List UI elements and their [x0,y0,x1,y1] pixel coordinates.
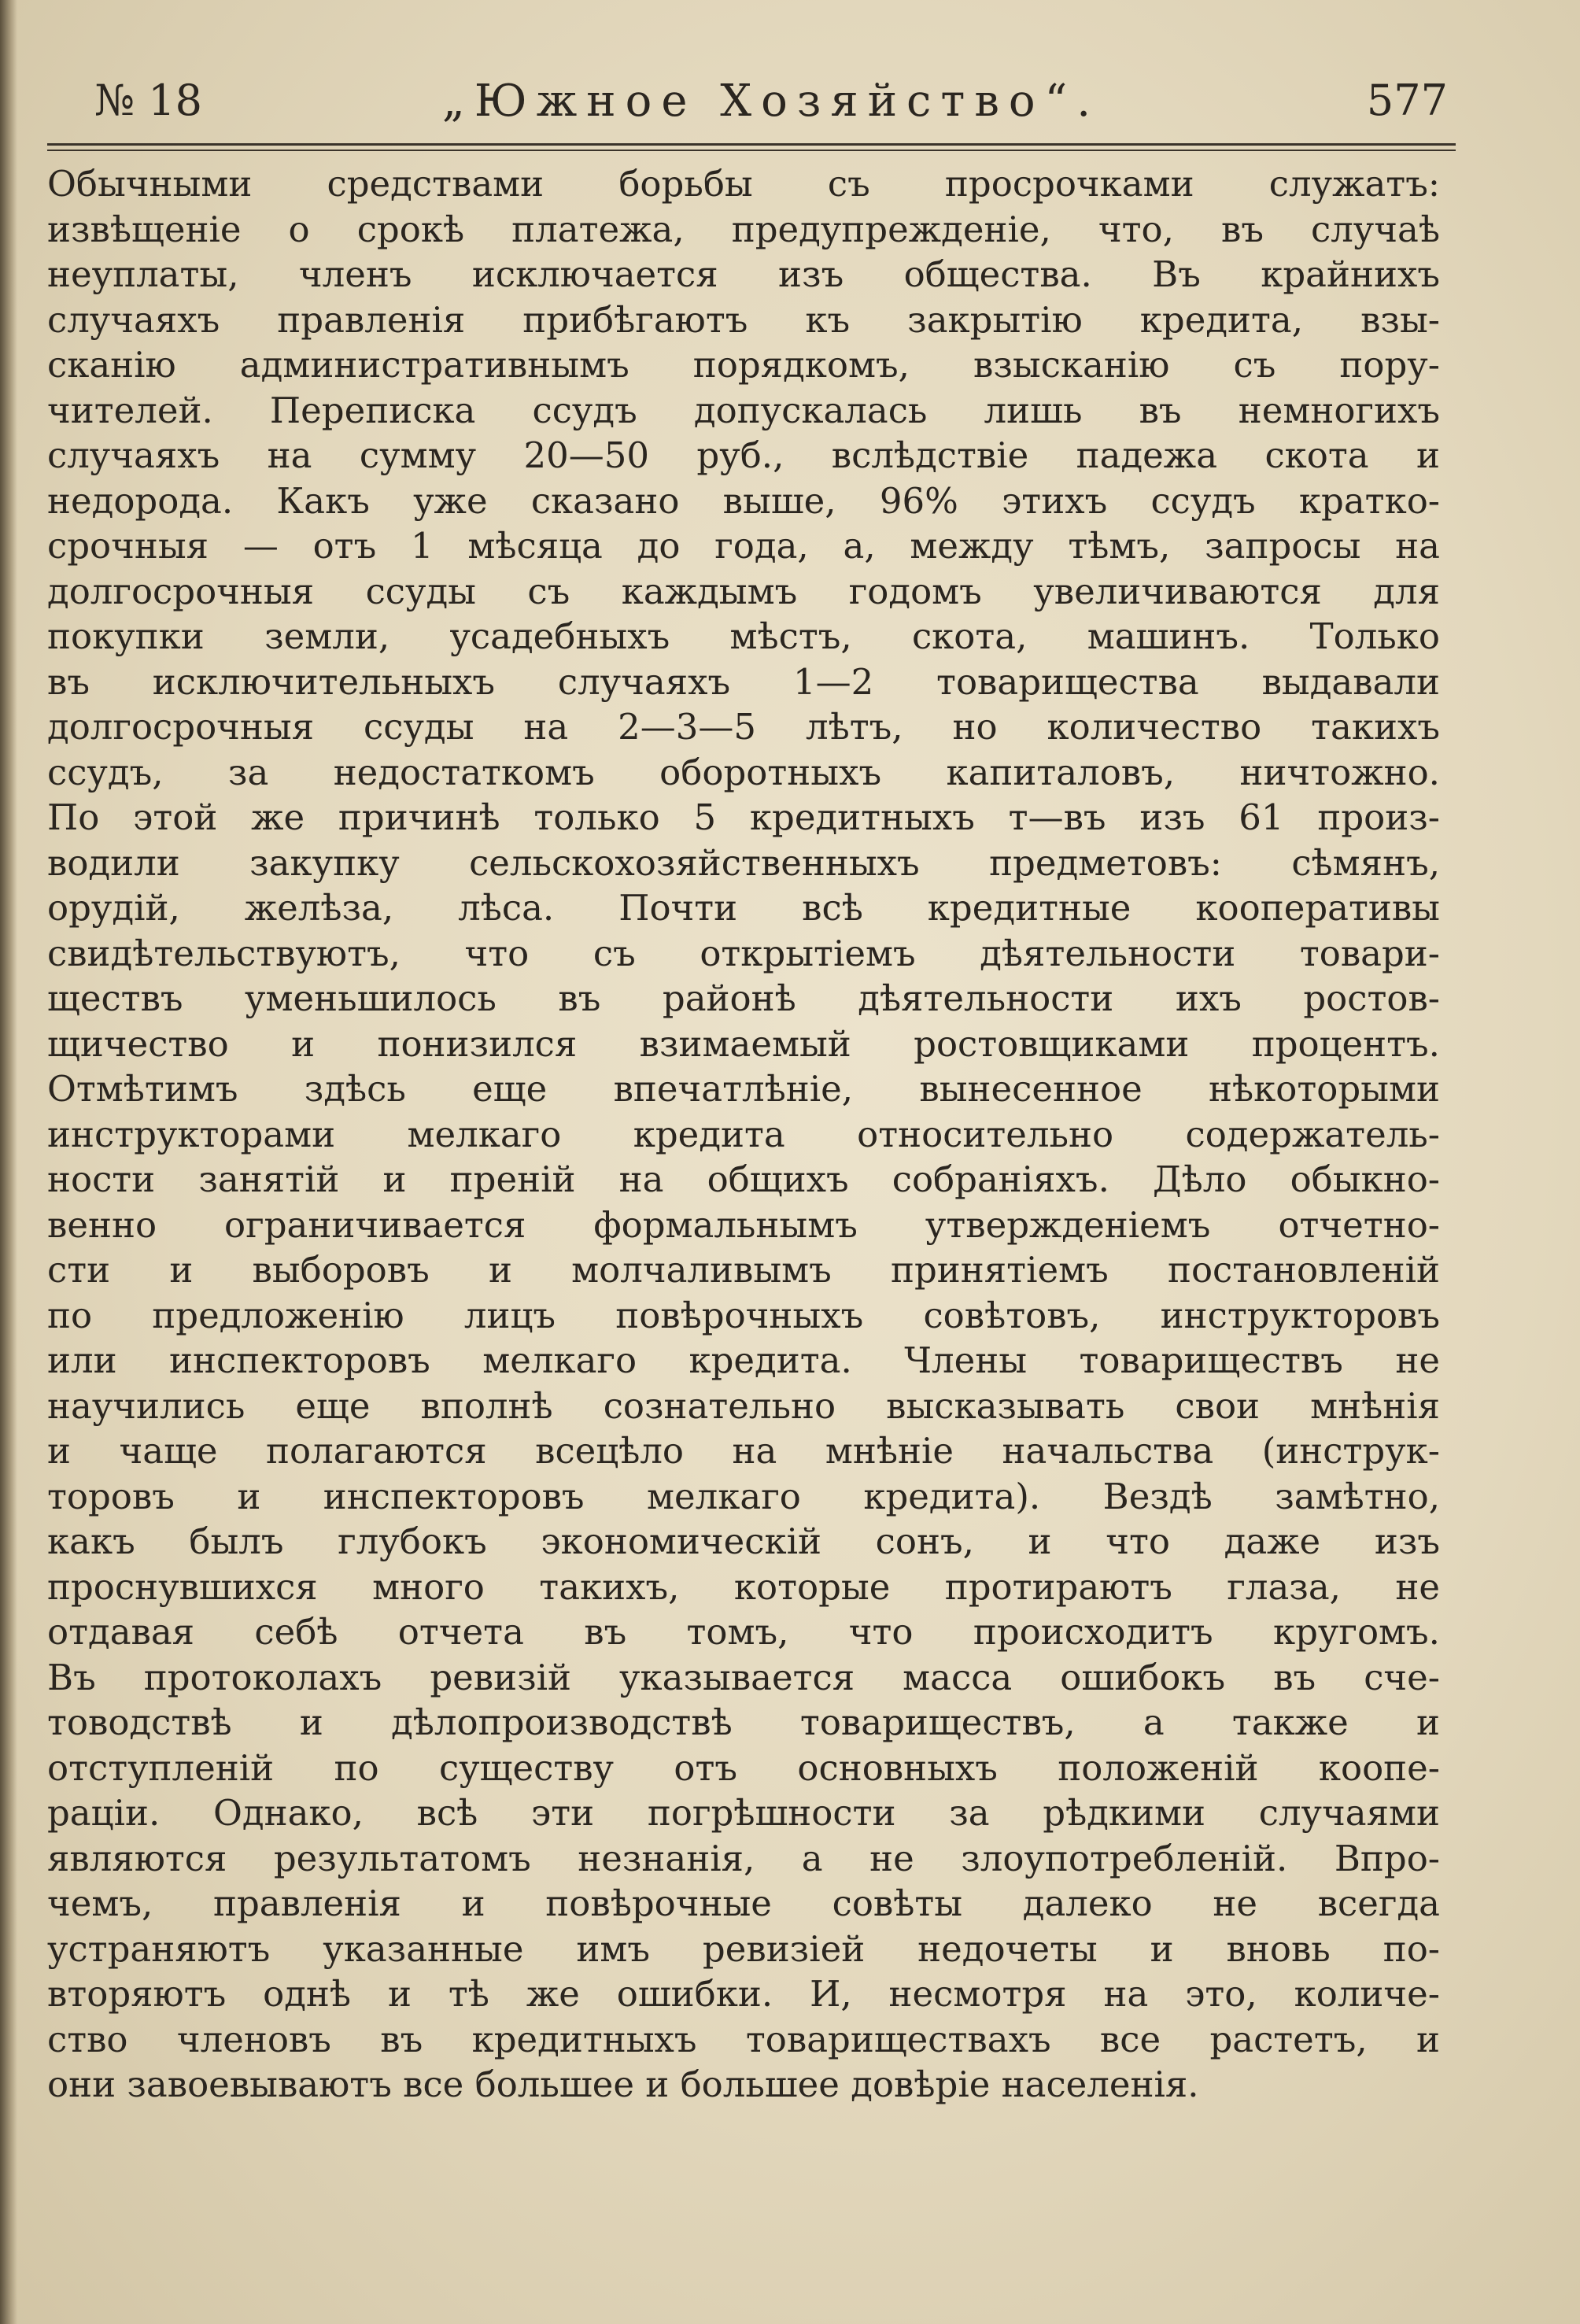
text-line: какъ былъ глубокъ экономическій сонъ, и что даже изъ [47,1520,1440,1562]
page-number: 577 [1366,76,1448,125]
text-line: сканію административнымъ порядкомъ, взысканію съ пору- [47,344,1440,386]
body-paragraph [47,161,1440,2108]
text-line: случаяхъ на сумму 20—50 руб., вслѣдствіе падежа скота и [47,434,1440,476]
text-line: научились еще вполнѣ сознательно высказывать свои мнѣнія [47,1384,1440,1427]
text-line: являются результатомъ незнанія, а не злоупотребленій. Впро- [47,1837,1440,1879]
issue-number: № 18 [94,76,202,125]
text-line: ство членовъ въ кредитныхъ товариществахъ все растетъ, и [47,2018,1440,2060]
text-line: отступленій по существу отъ основныхъ положеній коопе- [47,1746,1440,1789]
text-line: долгосрочныя ссуды съ каждымъ годомъ увеличиваются для [47,570,1440,612]
text-line: срочныя — отъ 1 мѣсяца до года, а, между тѣмъ, запросы на [47,525,1440,567]
header-rule-top [47,143,1456,146]
text-line: или инспекторовъ мелкаго кредита. Члены товариществъ не [47,1339,1440,1381]
text-line: неуплаты, членъ исключается изъ общества. Въ крайнихъ [47,253,1440,295]
text-line: раціи. Однако, всѣ эти погрѣшности за рѣдкими случаями [47,1792,1440,1834]
text-line: ществъ уменьшилось въ районѣ дѣятельности ихъ ростов- [47,977,1440,1019]
text-line: недорода. Какъ уже сказано выше, 96% этихъ ссудъ кратко- [47,479,1440,522]
journal-title: „Южное Хозяйство“. [441,76,1101,127]
text-line: покупки земли, усадебныхъ мѣстъ, скота, машинъ. Только [47,615,1440,657]
text-line: устраняютъ указанные имъ ревизіей недочеты и вновь по- [47,1927,1440,1970]
text-line: щичество и понизился взимаемый ростовщиками процентъ. [47,1022,1440,1065]
text-line: проснувшихся много такихъ, которые протираютъ глаза, не [47,1565,1440,1608]
text-line: сти и выборовъ и молчаливымъ принятіемъ постановленій [47,1249,1440,1291]
text-line: Обычными средствами борьбы съ просрочками служатъ: [47,163,1440,205]
text-line: свидѣтельствуютъ, что съ открытіемъ дѣятельности товари- [47,932,1440,974]
book-spine-shadow [0,0,17,2324]
text-line: и чаще полагаются всецѣло на мнѣніе начальства (инструк- [47,1430,1440,1472]
text-line: Въ протоколахъ ревизій указывается масса ошибокъ въ сче- [47,1656,1440,1698]
text-line: орудій, желѣза, лѣса. Почти всѣ кредитные кооперативы [47,887,1440,929]
text-line: въ исключительныхъ случаяхъ 1—2 товарищества выдавали [47,660,1440,703]
text-line: случаяхъ правленія прибѣгаютъ къ закрытію кредита, взы- [47,298,1440,341]
text-line: По этой же причинѣ только 5 кредитныхъ т—въ изъ 61 произ- [47,796,1440,838]
text-line: вторяютъ однѣ и тѣ же ошибки. И, несмотря на это, количе- [47,1973,1440,2015]
text-line: торовъ и инспекторовъ мелкаго кредита). Вездѣ замѣтно, [47,1475,1440,1517]
header-rule-bottom [47,150,1456,151]
text-line: ссудъ, за недостаткомъ оборотныхъ капиталовъ, ничтожно. [47,751,1440,793]
text-line: долгосрочныя ссуды на 2—3—5 лѣтъ, но количество такихъ [47,706,1440,748]
text-line: инструкторами мелкаго кредита относительно содержатель- [47,1113,1440,1155]
text-line: чителей. Переписка ссудъ допускалась лишь въ немногихъ [47,389,1440,431]
text-line: венно ограничивается формальнымъ утвержденіемъ отчетно- [47,1203,1440,1246]
text-line: Отмѣтимъ здѣсь еще впечатлѣніе, вынесенное нѣкоторыми [47,1068,1440,1110]
running-header [87,76,1456,139]
text-line: ности занятій и преній на общихъ собраніяхъ. Дѣло обыкно- [47,1158,1440,1200]
text-line: товодствѣ и дѣлопроизводствѣ товариществъ, а также и [47,1701,1440,1743]
text-line: водили закупку сельскохозяйственныхъ предметовъ: сѣмянъ, [47,841,1440,884]
text-line: отдавая себѣ отчета въ томъ, что происходитъ кругомъ. [47,1611,1440,1653]
text-line: по предложенію лицъ повѣрочныхъ совѣтовъ, инструкторовъ [47,1294,1440,1336]
text-line: извѣщеніе о срокѣ платежа, предупрежденіе, что, въ случаѣ [47,208,1440,250]
text-line: чемъ, правленія и повѣрочные совѣты далеко не всегда [47,1882,1440,1924]
text-line: они завоевываютъ все большее и большее довѣріе населенія. [47,2064,1199,2105]
